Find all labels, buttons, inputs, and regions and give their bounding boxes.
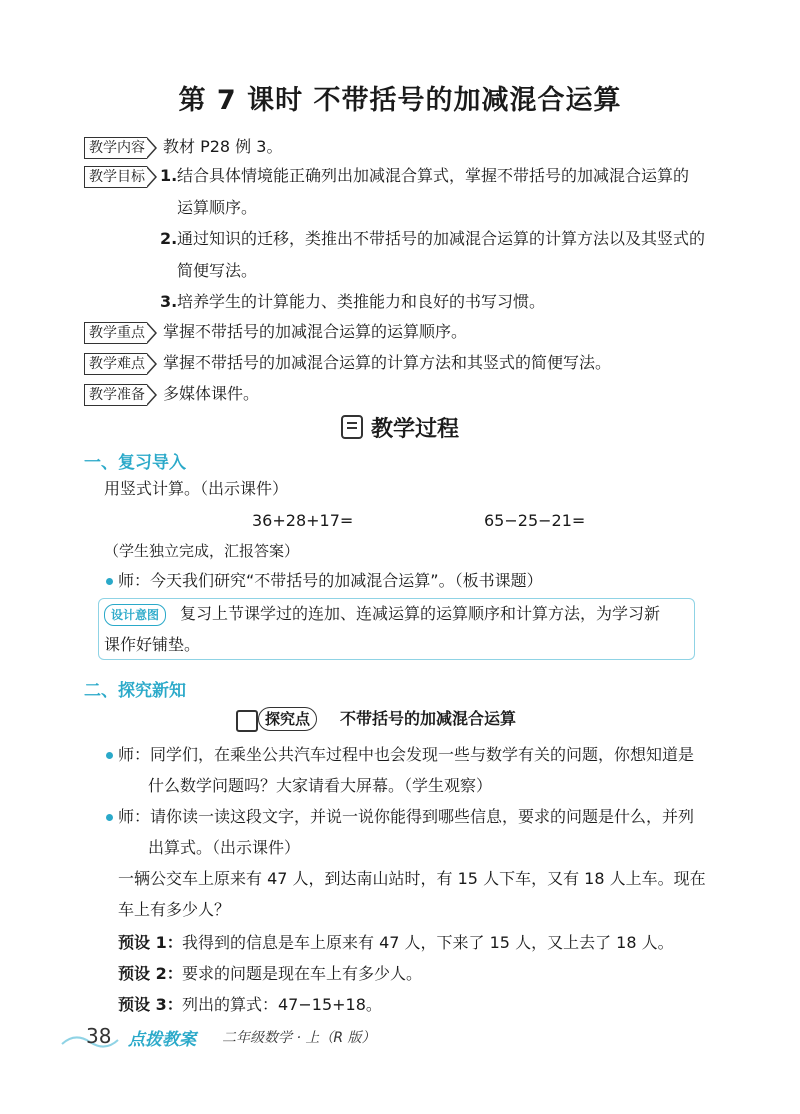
label-teaching-content: 教学内容: [84, 137, 147, 159]
process-header: [0, 412, 800, 443]
footer-brand: 点拨教案: [128, 1030, 196, 1050]
section2-heading: 二、探究新知: [84, 681, 186, 701]
design-line-1: 复习上节课学过的连加、连减运算的运算顺序和计算方法，为学习新: [180, 604, 661, 623]
goal-1-line2: 运算顺序。: [177, 198, 258, 217]
book-icon: [341, 415, 363, 439]
cube-icon: [236, 710, 258, 732]
goal-2-line1: 通过知识的迁移，类推出不带括号的加减混合运算的计算方法以及其竖式的: [177, 229, 706, 248]
section1-heading: 一、复习导入: [84, 453, 186, 473]
preset-1-label: 预设 1：: [118, 933, 183, 952]
page-number: 38: [86, 1024, 112, 1048]
teacher-line-2a: 师：请你读一读这段文字，并说一说你能得到哪些信息，要求的问题是什么，并列: [118, 807, 695, 826]
label-teaching-difficulty: 教学难点: [84, 353, 147, 375]
problem-line-2: 车上有多少人？: [118, 900, 231, 919]
process-header-text: 教学过程: [370, 417, 459, 442]
footer-subtitle: 二年级数学 · 上（R 版）: [222, 1030, 376, 1046]
design-intent-tag: 设计意图: [104, 604, 166, 626]
preset-2-label: 预设 2：: [118, 964, 183, 983]
bullet-icon: [106, 814, 113, 821]
page-title: 第 7 课时 不带括号的加减混合运算: [178, 85, 622, 116]
teaching-content-text: 教材 P28 例 3。: [163, 137, 283, 156]
preset-3-text: 列出的算式：47−15+18。: [182, 995, 382, 1014]
goal-2-line2: 简便写法。: [177, 261, 258, 280]
preset-1-text: 我得到的信息是车上原来有 47 人，下来了 15 人，又上去了 18 人。: [182, 933, 674, 952]
bullet-icon: [106, 578, 113, 585]
section1-note: （学生独立完成，汇报答案）: [104, 542, 300, 560]
explore-point-tag: 探究点: [258, 707, 317, 731]
preset-3-label: 预设 3：: [118, 995, 183, 1014]
label-teaching-prep: 教学准备: [84, 384, 147, 406]
teacher-line-1a: 师：同学们，在乘坐公共汽车过程中也会发现一些与数学有关的问题，你想知道是: [118, 745, 695, 764]
design-line-2: 课作好铺垫。: [104, 635, 201, 654]
goal-3-line1: 培养学生的计算能力、类推能力和良好的书写习惯。: [177, 292, 546, 311]
teacher-line-2b: 出算式。（出示课件）: [148, 838, 301, 857]
goal-1-line1: 结合具体情境能正确列出加减混合算式，掌握不带括号的加减混合运算的: [177, 166, 690, 185]
teaching-difficulty-text: 掌握不带括号的加减混合运算的计算方法和其竖式的简便写法。: [163, 353, 612, 372]
explore-point-title: 不带括号的加减混合运算: [340, 709, 517, 728]
label-teaching-goals: 教学目标: [84, 166, 147, 188]
section1-teacher: 师：今天我们研究“不带括号的加减混合运算”。（板书课题）: [118, 571, 543, 590]
expr-1: 36+28+17=: [252, 511, 354, 530]
expr-2: 65−25−21=: [484, 511, 586, 530]
section1-intro: 用竖式计算。（出示课件）: [104, 479, 289, 498]
goal-2-num: 2.: [160, 229, 178, 248]
problem-line-1: 一辆公交车上原来有 47 人，到达南山站时，有 15 人下车，又有 18 人上车。现在: [118, 869, 706, 888]
teaching-prep-text: 多媒体课件。: [163, 384, 260, 403]
teaching-key-text: 掌握不带括号的加减混合运算的运算顺序。: [163, 322, 468, 341]
goal-3-num: 3.: [160, 292, 178, 311]
bullet-icon: [106, 752, 113, 759]
preset-2-text: 要求的问题是现在车上有多少人。: [182, 964, 423, 983]
teacher-line-1b: 什么数学问题吗？大家请看大屏幕。（学生观察）: [148, 776, 493, 795]
goal-1-num: 1.: [160, 166, 178, 185]
label-teaching-key: 教学重点: [84, 322, 147, 344]
